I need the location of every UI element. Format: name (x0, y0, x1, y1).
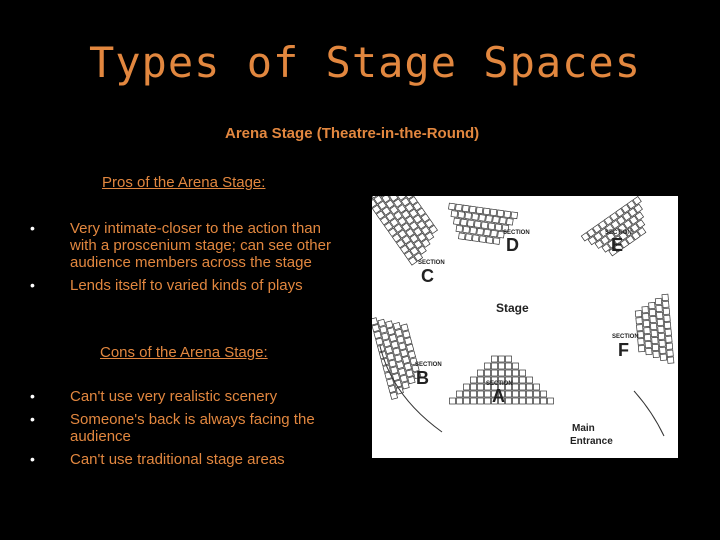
cons-item: • Someone's back is always facing the audience (30, 411, 360, 445)
section-letter-d: D (506, 235, 519, 255)
section-word-c: SECTION (418, 260, 445, 266)
section-word-e: SECTION (605, 230, 632, 236)
cons-item: • Can't use very realistic scenery (30, 388, 360, 405)
section-letter-e: E (611, 235, 624, 255)
stage-label: Stage (496, 301, 529, 315)
pros-list (30, 220, 350, 300)
seat-block-f (634, 294, 674, 366)
pros-item: • Very intimate-closer to the action than with a proscenium stage; can see other audience members across the stage (30, 220, 350, 271)
section-letter-b: B (416, 368, 429, 388)
cons-list (30, 388, 360, 474)
pros-heading: Pros of the Arena Stage: (102, 174, 266, 191)
cons-item: • Can't use traditional stage areas (30, 451, 360, 468)
cons-heading: Cons of the Arena Stage: (100, 344, 268, 361)
entrance-aisle-line (634, 391, 664, 436)
slide-title: Types of Stage Spaces (88, 38, 641, 87)
section-letter-c: C (421, 266, 434, 286)
section-letter-f: F (618, 340, 629, 360)
main-entrance-label-line2: Entrance (570, 436, 613, 447)
section-letter-a: A (492, 386, 505, 406)
pros-item: • Lends itself to varied kinds of plays (30, 277, 350, 294)
arena-seating-diagram (372, 196, 678, 458)
section-word-b: SECTION (415, 362, 442, 368)
seat-block-c (372, 196, 446, 265)
section-word-a: SECTION (486, 381, 513, 387)
section-word-f: SECTION (612, 334, 639, 340)
slide-subtitle: Arena Stage (Theatre-in-the-Round) (225, 125, 480, 142)
section-word-d: SECTION (503, 230, 530, 236)
main-entrance-label-line1: Main (572, 423, 595, 434)
seating-diagram-svg (372, 196, 678, 458)
